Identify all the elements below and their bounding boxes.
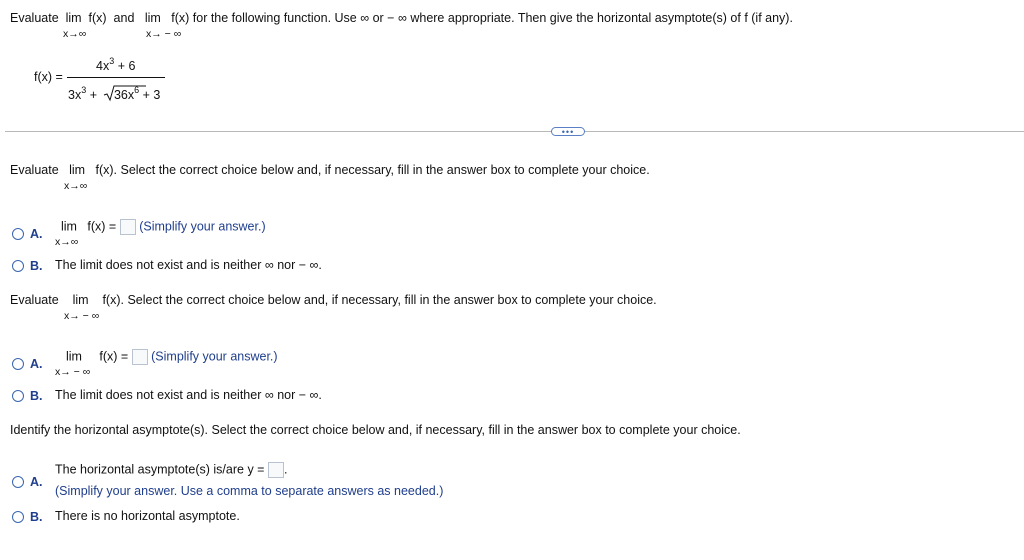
- den-rest: + 3: [142, 88, 161, 102]
- part3-option-a-letter: A.: [30, 475, 43, 489]
- part2-limit-subscript: x→ − ∞: [64, 310, 100, 322]
- fx-term: f(x): [88, 11, 107, 25]
- section-divider: [5, 131, 1024, 132]
- part3-option-a-radio[interactable]: [12, 476, 24, 488]
- lim-operator: lim: [144, 11, 161, 25]
- and-word: and: [113, 11, 135, 25]
- sqrt-icon: [103, 85, 147, 102]
- part2-option-b-radio[interactable]: [12, 390, 24, 402]
- part1-answer-input[interactable]: [120, 219, 136, 235]
- den-base: 3x: [68, 88, 82, 102]
- numerator-rest: + 6: [117, 59, 136, 73]
- part2-option-a-hint: (Simplify your answer.): [151, 349, 278, 364]
- numerator-exponent: 3: [109, 56, 115, 66]
- part2-option-a-letter: A.: [30, 357, 43, 371]
- lim-operator: lim: [61, 219, 77, 234]
- part1-option-b-text: The limit does not exist and is neither ∞ nor − ∞.: [55, 258, 322, 272]
- part2-option-a-radio[interactable]: [12, 358, 24, 370]
- part2-option-b-letter: B.: [30, 389, 43, 403]
- part2-option-a-subscript: x→ − ∞: [55, 366, 91, 378]
- den-plus: +: [89, 88, 98, 102]
- part1-option-a-subscript: x→∞: [55, 236, 79, 248]
- period: .: [283, 462, 288, 477]
- fx-term: f(x): [171, 11, 190, 25]
- part2-instruction: Select the correct choice below and, if necessary, fill in the answer box to complete your choice.: [127, 293, 657, 307]
- limit-subscript-neg: x→ − ∞: [146, 28, 182, 40]
- part1-limit-subscript: x→∞: [64, 180, 88, 192]
- fraction-bar: [67, 77, 165, 78]
- part3-option-b-text: There is no horizontal asymptote.: [55, 509, 240, 523]
- evaluate-word: Evaluate: [10, 293, 59, 307]
- sqrt-radicand: 36x: [113, 88, 135, 102]
- lim-operator: lim: [66, 349, 82, 364]
- evaluate-word: Evaluate: [10, 163, 59, 177]
- fx-term: f(x) =: [87, 219, 117, 234]
- part1-option-a-hint: (Simplify your answer.): [139, 219, 266, 234]
- lim-operator: lim: [65, 11, 82, 25]
- numerator-base: 4x: [96, 59, 110, 73]
- part2-option-a-content: [66, 349, 278, 365]
- more-options-button[interactable]: [551, 127, 585, 136]
- limit-subscript-pos: x→∞: [63, 28, 87, 40]
- part2-prompt: [10, 293, 657, 307]
- part3-option-a-content: [55, 462, 287, 478]
- part1-option-b-letter: B.: [30, 259, 43, 273]
- part1-option-a-letter: A.: [30, 227, 43, 241]
- part1-prompt: [10, 163, 650, 177]
- part1-option-b-radio[interactable]: [12, 260, 24, 272]
- fx-term: f(x).: [95, 163, 117, 177]
- lim-operator: lim: [69, 163, 86, 177]
- sqrt-exponent: 6: [134, 85, 140, 95]
- part3-answer-input[interactable]: [268, 462, 284, 478]
- fx-term: f(x) =: [99, 349, 129, 364]
- part3-option-b-radio[interactable]: [12, 511, 24, 523]
- fx-term: f(x).: [102, 293, 124, 307]
- part3-option-a-hint: (Simplify your answer. Use a comma to separate answers as needed.): [55, 484, 444, 498]
- part3-option-a-text: The horizontal asymptote(s) is/are y =: [55, 462, 265, 477]
- numerator: [96, 56, 136, 73]
- part1-instruction: Select the correct choice below and, if necessary, fill in the answer box to complete your choice.: [120, 163, 650, 177]
- part2-answer-input[interactable]: [132, 349, 148, 365]
- den-exponent: 3: [81, 85, 87, 95]
- question-rest: for the following function. Use ∞ or − ∞ where appropriate. Then give the horizontal asymptote(s) of f (if any).: [192, 11, 793, 25]
- evaluate-word: Evaluate: [10, 11, 59, 25]
- ellipsis-icon: •••: [561, 126, 575, 137]
- question-text: [10, 11, 793, 25]
- part1-option-a-content: [61, 219, 266, 235]
- part3-option-b-letter: B.: [30, 510, 43, 524]
- part2-option-b-text: The limit does not exist and is neither ∞ nor − ∞.: [55, 388, 322, 402]
- part3-prompt: Identify the horizontal asymptote(s). Select the correct choice below and, if necessary, fill in the answer box to complete your choice.: [10, 423, 741, 437]
- lim-operator: lim: [72, 293, 89, 307]
- part1-option-a-radio[interactable]: [12, 228, 24, 240]
- fx-label: f(x) =: [34, 70, 63, 84]
